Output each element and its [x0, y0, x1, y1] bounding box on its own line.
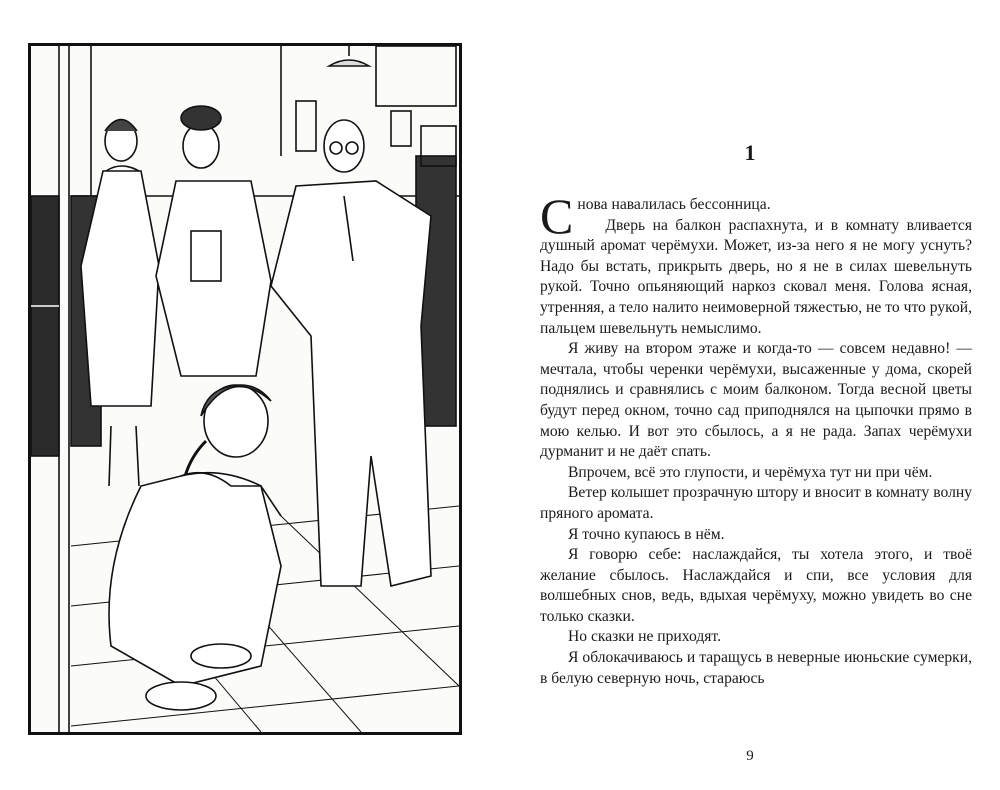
first-line-text: нова навалилась бессонница. [577, 196, 771, 213]
paragraph: Я живу на втором этаже и когда-то — совсем недавно! — мечтала, чтобы черенки черёмухи, высаженные у дома, скорей поднялись и сравнялись с моим балконом. Тогда весной цветы будут перед окном, точно сад приподнялся на цыпочки прямо в мою келью. И вот это сбылось, а я не рада. Запах черёмухи дурманит и не даёт спать. [540, 340, 972, 461]
paragraph: Я облокачиваюсь и таращусь в неверные июньские сумерки, в белую северную ночь, стараюсь [540, 649, 972, 687]
paragraph: Впрочем, всё это глупости, и черёмуха тут ни при чём. [568, 463, 933, 481]
chapter-number: 1 [744, 140, 756, 165]
paragraph: Я точно купаюсь в нём. [568, 525, 725, 543]
right-page [500, 0, 1000, 790]
paragraph: Я говорю себе: наслаждайся, ты хотела этого, и твоё желание сбылось. Наслаждайся и спи, все условия для волшебных снов, ведь, вдыхая черёмуху, можно увидеть во сне только сказки. [540, 546, 972, 625]
paragraph: Но сказки не приходят. [568, 628, 721, 646]
chapter-text [540, 188, 972, 689]
paragraph: Дверь на балкон распахнута, и в комнату вливается душный аромат черёмухи. Может, из-за него я не могу уснуть? Надо бы встать, прикрыть дверь, но я не в силах шевельнуть рукой. Точно опьяняющий наркоз сковал меня. Голова ясная, утренняя, а тело налито неимоверной тяжестью, не то что рукой, пальцем шевельнуть немыслимо. [540, 216, 972, 337]
first-paragraph [540, 188, 972, 244]
drop-cap: С [540, 188, 574, 244]
paragraph: Ветер колышет прозрачную штору и вносит в комнату волну пряного аромата. [540, 484, 972, 522]
illustration-drawing [31, 46, 459, 732]
illustration [28, 43, 462, 735]
page-number: 9 [746, 748, 754, 764]
